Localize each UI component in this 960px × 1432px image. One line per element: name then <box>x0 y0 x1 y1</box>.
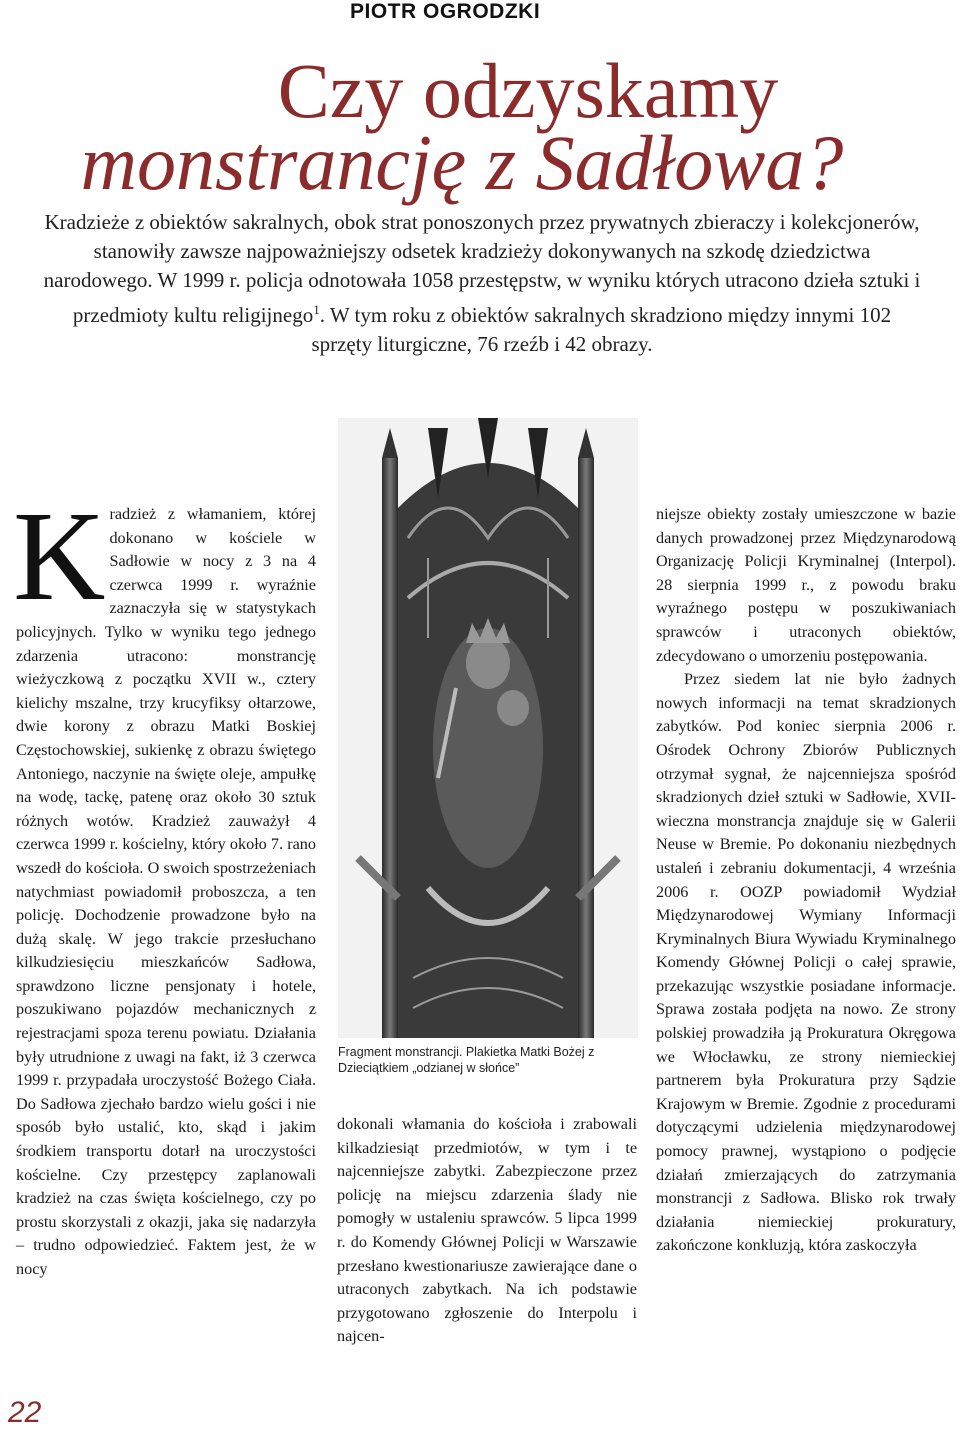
lead-text-1: Kradzieże z obiektów sakralnych, obok strat ponoszonych przez prywatnych zbieraczy i kolekcjonerów, stanowiły zawsze najpoważniejszy odsetek kradzieży dokonywanych na szkodę dziedzictwa narodowego. W 1999 r. policja odnotowała 1058 przestępstw, w wyniku których utracono dzieła sztuki i przedmioty kultu religijnego <box>43 210 921 327</box>
body-column-left <box>13 485 316 1282</box>
body-column-middle <box>337 1113 637 1349</box>
body-paragraph <box>13 485 316 1282</box>
body-column-right <box>656 503 956 1258</box>
monstrance-image <box>338 418 638 1038</box>
page-number: 22 <box>8 1396 42 1429</box>
body-paragraph: niejsze obiekty zostały umieszczone w bazie danych prowadzonej przez Międzynarodową Organizację Policji Kryminalnej (Interpol). 28 sierpnia 1999 r., z powodu braku wyraźnego postępu w poszukiwaniach sprawców i utraconych obiektów, zdecydowano o umorzeniu postępowania. <box>656 505 956 665</box>
article-title-line-1: Czy odzyskamy <box>277 47 779 134</box>
drop-cap: K <box>13 485 106 627</box>
lead-paragraph <box>42 208 922 359</box>
article-title-line-2: monstrancję z Sadłowa? <box>80 119 844 206</box>
body-text: radzież z włamaniem, której dokonano w kościele w Sadłowie w nocy z 3 na 4 czerwca 1999 r. wyraźnie zaznaczyła się w statystykach policyjnych. Tylko w wyniku tego jednego zdarzenia utracono: monstrancję wieżyczkową z początku XVII w., cztery kielichy mszalne, trzy krucyfiksy ołtarzowe, dwie korony z obrazu Matki Boskiej Częstochowskiej, sukienkę z obrazu świętego Antoniego, naczynie na święte oleje, ampułkę na wodę, tackę, patenę oraz około 30 sztuk różnych wotów. Kradzież zauważył 4 czerwca 1999 r. kościelny, który około 7. rano wszedł do kościoła. O swoich spostrzeżeniach natychmiast powiadomił proboszcza, a ten policję. Dochodzenie prowadzone było na dużą skalę. W jego trakcie przesłuchano kilkudziesięciu mieszkańców Sadłowa, sprawdzono liczne pensjonaty i hotele, poszukiwano pojazdów mechanicznych z rejestracjami spoza terenu powiatu. Działania były utrudnione z uwagi na fakt, iż 3 czerwca 1999 r. przypadała uroczystość Bożego Ciała. Do Sadłowa zjechało bardzo wielu gości i nie sposób było ustalić, kto, skąd i jakim środkiem transportu dotarł na uroczystości kościelne. Czy przestępcy zaplanowali kradzież na czas święta kościelnego, czy po prostu skorzystali z okazji, jaka się nadarzyła – trudno odpowiedzieć. Faktem jest, że w nocy <box>16 505 316 1278</box>
lead-text-2: . W tym roku z obiektów sakralnych skradziono między innymi 102 sprzęty liturgiczne, 76 rzeźb i 42 obrazy. <box>311 303 892 356</box>
monstrance-photo <box>338 418 638 1038</box>
photo-caption: Fragment monstrancji. Plakietka Matki Bożej z Dzieciątkiem „odzianej w słońce” <box>338 1045 595 1075</box>
body-paragraph: dokonali włamania do kościoła i zrabowali kilkadziesiąt przedmiotów, w tym i te najcenniejsze zabytki. Zabezpieczone przez policję na miejscu zdarzenia ślady nie pomogły w ustaleniu sprawców. 5 lipca 1999 r. do Komendy Głównej Policji w Warszawie przesłano kwestionariusze zawierające dane o utraconych zabytkach. Na ich podstawie przygotowano zgłoszenie do Interpolu i najcen- <box>337 1115 637 1346</box>
footnote-marker: 1 <box>313 302 320 317</box>
author-name: PIOTR OGRODZKI <box>350 0 541 23</box>
body-paragraph: Przez siedem lat nie było żadnych nowych informacji na temat skradzionych zabytków. Pod koniec sierpnia 2006 r. Ośrodek Ochrony Zbiorów Publicznych otrzymał sygnał, że najcenniejsza spośród skradzionych dzieł sztuki w Sadłowie, XVII-wieczna monstrancja znajduje się w Galerii Neuse w Bremie. Po dokonaniu niezbędnych ustaleń i zebraniu dokumentacji, 4 września 2006 r. OOZP powiadomił Wydział Międzynarodowej Wymiany Informacji Kryminalnych Biura Wywiadu Kryminalnego Komendy Głównej Policji o całej sprawie, przekazując wszystkie posiadane informacje. Sprawa została podjęta na nowo. Ze strony polskiej prowadziła ją Prokuratura Okręgowa we Włocławku, ze strony niemieckiej partnerem była Prokuratura przy Sądzie Krajowym w Bremie. Zgodnie z procedurami dotyczącymi udzielenia międzynarodowej pomocy prawnej, wystąpiono o podjęcie działań zmierzających do zatrzymania monstrancji z Sadłowa. Blisko rok trwały działania niemieckiej prokuratury, zakończone konkluzją, która zaskoczyła <box>656 670 956 1255</box>
